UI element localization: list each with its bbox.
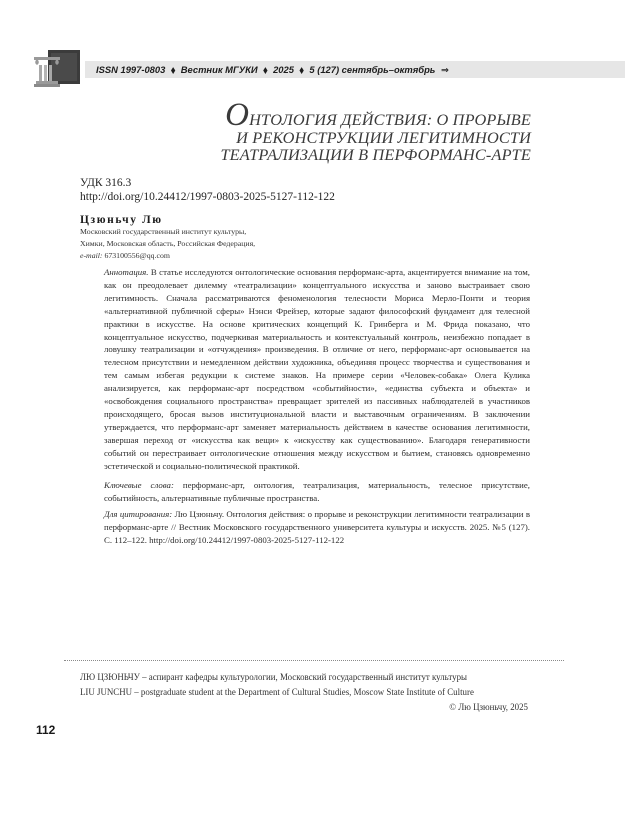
udk-code: УДК 316.3 <box>80 177 132 189</box>
author-bio-ru: ЛЮ ЦЗЮНЬЧУ – аспирант кафедры культурологии, Московский государственный институт культуры <box>80 672 467 682</box>
title-line-2: И РЕКОНСТРУКЦИИ ЛЕГИТИМНОСТИ <box>236 127 531 147</box>
separator-icon: ⬧ <box>170 64 176 75</box>
journal-name: Вестник МГУКИ <box>180 64 258 75</box>
page-number: 112 <box>36 723 56 737</box>
doi-link[interactable]: http://doi.org/10.24412/1997-0803-2025-5127-112-122 <box>80 191 335 203</box>
separator-icon: ⬧ <box>299 64 304 75</box>
keywords-text: перформанс-арт, онтология, театрализация, материальность, телесное присутствие, событийность, альтернативные публичные пространства. <box>104 480 530 503</box>
title-line-1 <box>220 97 531 133</box>
author-email <box>80 250 170 263</box>
article-title <box>220 97 531 164</box>
title-line-3: ТЕАТРАЛИЗАЦИИ В ПЕРФОРМАНС-АРТЕ <box>220 145 531 164</box>
running-header <box>96 62 452 77</box>
citation <box>104 508 530 547</box>
citation-label: Для цитирования: <box>104 509 173 519</box>
arrow-icon: ⇒ <box>440 64 449 75</box>
abstract-label: Аннотация. <box>104 267 149 277</box>
copyright: © Лю Цзюньчу, 2025 <box>449 702 528 712</box>
journal-year: 2025 <box>273 64 294 75</box>
author-affiliation: Московский государственный институт культуры, <box>80 227 247 236</box>
author-name: Цзюньчу Лю <box>80 214 163 226</box>
title-line-1-text: НТОЛОГИЯ ДЕЙСТВИЯ: О ПРОРЫВЕ <box>249 110 531 129</box>
abstract-text: В статье исследуются онтологические основания перформанс-арта, акцентируется внимание на том, как он преодолевает дилемму «театрализации» концептуального искусства и заново выстраивает свою легитимность. Сначала рассматриваются феноменология телесности Мориса Мерло-Понти и теория «альтернативной публичной сферы» Нэнси Фрейзер, которые задают философский фундамент для телесной практики в искусстве. На основе критических концепций К. Гринберга и М. Фрида показано, что концептуальное искусство, подчеркивая материальность и контекстуальный контроль, неизбежно попадает в ловушку театрализации и «отчуждения» произведения. В отличие от него, перформанс-арт основывается на телесном присутствии и немедленном действии художника, объединяя процесс творчества и существования и тем самым избегая редукции к системе знаков. На примере серии «Человек-собака» Олега Кулика анализируется, как перформанс-арт посредством «событийности», «единства субъекта и объекта» и «освобождения социального пространства» превращает зрителей из пассивных наблюдателей в участников происходящего, бросая вызов институциональной власти и выставочным ограничениям. В заключении утверждается, что перформанс-арт заменяет материальность действием в качестве основания легитимности, завершая переход от «искусства как вещи» к «искусству как существованию». Благодаря генеративности событий он перестраивает онтологические отношения между искусством и бытием, становясь одновременно эстетической и социально-политической практикой. <box>104 267 531 471</box>
issn: ISSN 1997-0803 <box>96 64 166 75</box>
email-label: e-mail: <box>80 251 103 260</box>
author-bio-en: LIU JUNCHU – postgraduate student at the Department of Cultural Studies, Moscow State Institute of Culture <box>80 687 474 697</box>
footer-divider <box>64 660 564 661</box>
journal-logo-icon <box>34 50 86 90</box>
journal-issue: 5 (127) сентябрь–октябрь <box>309 64 436 75</box>
separator-icon: ⬧ <box>263 64 268 75</box>
title-initial: О <box>225 97 250 133</box>
abstract <box>104 266 530 473</box>
email-address[interactable]: 673100556@qq.com <box>104 251 170 260</box>
keywords-label: Ключевые слова: <box>104 480 174 490</box>
keywords <box>104 479 530 505</box>
citation-text: Лю Цзюньчу. Онтология действия: о прорыве и реконструкции легитимности театрализации в перформанс-арте // Вестник Московского государственного университета культуры и искусств. 2025. №5 (127). С. 112–122. http://doi.org/10.24412/1997-0803-2025-5127-112-122 <box>104 509 530 545</box>
author-location: Химки, Московская область, Российская Федерация, <box>80 239 256 248</box>
